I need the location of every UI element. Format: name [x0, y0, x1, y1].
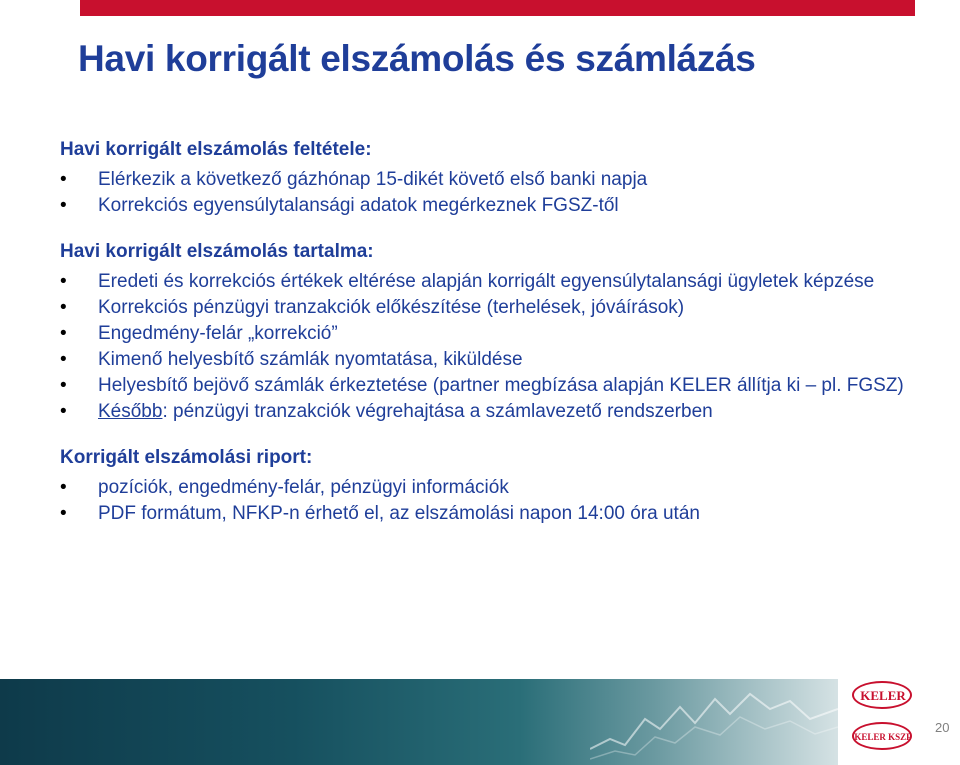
bullet-icon: • [60, 169, 67, 190]
section-conditions [60, 138, 940, 218]
list-item: • Korrekciós egyensúlytalansági adatok megérkeznek FGSZ-től [60, 195, 619, 216]
footer-image-band [0, 679, 838, 765]
bullet-icon: • [60, 503, 67, 524]
bullet-icon: • [60, 323, 67, 344]
page-number: 20 [935, 720, 950, 735]
bullet-icon: • [60, 401, 67, 422]
list-item: • Kimenő helyesbítő számlák nyomtatása, kiküldése [60, 349, 523, 370]
list-item: • pozíciók, engedmény-felár, pénzügyi információk [60, 477, 509, 498]
section-report [60, 446, 940, 526]
slide-title: Havi korrigált elszámolás és számlázás [78, 38, 756, 79]
list-item: • Helyesbítő bejövő számlák érkeztetése (partner megbízása alapján KELER állítja ki – pl. FGSZ) [60, 375, 904, 396]
list-item: • Később: pénzügyi tranzakciók végrehajtása a számlavezető rendszerben [60, 401, 713, 422]
bullet-icon: • [60, 375, 67, 396]
list-item: • Korrekciós pénzügyi tranzakciók előkészítése (terhelések, jóváírások) [60, 297, 685, 318]
keler-kszf-logo-text: KELER KSZF [854, 732, 912, 742]
keler-logo-text: KELER [860, 688, 906, 703]
stock-chart-decoration-icon [590, 679, 838, 765]
keler-kszf-logo [852, 722, 914, 752]
slide-content [60, 138, 940, 548]
section-heading: Havi korrigált elszámolás feltétele: [60, 139, 372, 160]
bullet-icon: • [60, 477, 67, 498]
keler-logo [852, 681, 914, 711]
bullet-list [60, 270, 940, 424]
section-heading: Korrigált elszámolási riport: [60, 447, 313, 468]
bullet-icon: • [60, 271, 67, 292]
list-item: • Engedmény-felár „korrekció” [60, 323, 338, 344]
bullet-icon: • [60, 349, 67, 370]
bullet-icon: • [60, 297, 67, 318]
list-item: • Elérkezik a következő gázhónap 15-dikét követő első banki napja [60, 169, 648, 190]
section-contents [60, 240, 940, 424]
underlined-text: Később [98, 401, 163, 422]
top-accent-bar [80, 0, 915, 16]
list-item: • PDF formátum, NFKP-n érhető el, az elszámolási napon 14:00 óra után [60, 503, 700, 524]
section-heading: Havi korrigált elszámolás tartalma: [60, 241, 374, 262]
bullet-list [60, 168, 940, 218]
bullet-list [60, 476, 940, 526]
bullet-icon: • [60, 195, 67, 216]
list-item: • Eredeti és korrekciós értékek eltérése alapján korrigált egyensúlytalansági ügyletek képzése [60, 271, 875, 292]
